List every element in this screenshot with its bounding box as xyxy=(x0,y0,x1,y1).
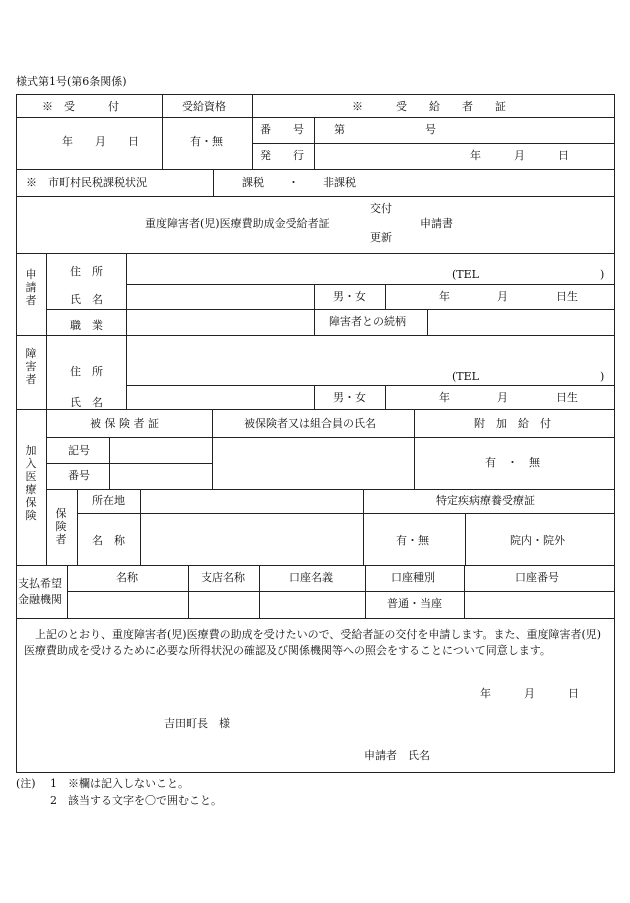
bank-branch-label: 支店名称 xyxy=(201,571,245,584)
disabled-tel: (TEL xyxy=(452,370,479,383)
bank-label-line1: 支払希望 xyxy=(18,577,62,590)
note-1-number: 1 xyxy=(50,777,57,790)
applicant-birth-month: 月 xyxy=(497,290,508,303)
insurer-name-label: 名 称 xyxy=(92,534,125,547)
reception-mark: ※ 受 付 xyxy=(42,100,119,113)
eligibility-label: 受給資格 xyxy=(182,100,226,113)
applicant-tel: (TEL xyxy=(452,268,479,281)
disabled-name-label: 氏 名 xyxy=(70,396,103,409)
disabled-section-label: 障害者 xyxy=(25,347,37,386)
applicant-birth-day: 日生 xyxy=(556,290,578,303)
bank-name-label: 名称 xyxy=(116,571,138,584)
number-suffix: 号 xyxy=(425,123,436,136)
tax-dot: ・ xyxy=(288,176,299,189)
notes-head: (注) xyxy=(16,777,36,790)
tax-label: ※ 市町村民税課税状況 xyxy=(26,176,147,189)
insurance-symbol-label: 記号 xyxy=(68,444,90,457)
bank-account-no-label: 口座番号 xyxy=(515,571,559,584)
insurance-supplement-label: 附 加 給 付 xyxy=(474,417,551,430)
in-out-value: 院内・院外 xyxy=(510,534,565,547)
insurance-card-label: 被 保 険 者 証 xyxy=(90,417,159,430)
insurer-location-label: 所在地 xyxy=(92,494,125,507)
applicant-tel-close: ) xyxy=(600,268,605,281)
insurance-number-label: 番号 xyxy=(68,469,90,482)
eligibility-value: 有・無 xyxy=(190,135,223,148)
applicant-section-label: 申請者 xyxy=(25,268,37,307)
title-renew-option: 更新 xyxy=(370,231,392,244)
tax-taxed: 課税 xyxy=(242,176,264,189)
signer-label: 申請者 氏名 xyxy=(364,749,430,762)
disabled-birth-year: 年 xyxy=(439,391,450,404)
number-label: 番 号 xyxy=(260,123,304,136)
insurance-section-label: 加入医療保険 xyxy=(25,444,37,522)
applicant-gender: 男・女 xyxy=(333,290,366,303)
form-id: 様式第1号(第6条関係) xyxy=(16,75,127,88)
insurer-section-label: 保険者 xyxy=(55,507,67,546)
applicant-occupation-label: 職 業 xyxy=(70,319,103,332)
declaration-text: 上記のとおり、重度障害者(児)医療費の助成を受けたいので、受給者証の交付を申請します。また、重度障害者(児)医療費助成を受けるために必要な所得状況の確認及び関係機関等への照会をすることについて同意します。 xyxy=(24,628,602,657)
bank-type-value: 普通・当座 xyxy=(387,597,442,610)
note-2-number: 2 xyxy=(50,794,57,807)
addressee: 吉田町長 様 xyxy=(164,717,230,730)
title-suffix: 申請書 xyxy=(420,217,453,230)
issue-label: 発 行 xyxy=(260,149,304,162)
title-issue-option: 交付 xyxy=(370,202,392,215)
number-prefix: 第 xyxy=(334,123,345,136)
insurance-holder-label: 被保険者又は組合員の氏名 xyxy=(244,417,376,430)
disabled-address-label: 住 所 xyxy=(70,365,103,378)
disabled-birth-day: 日生 xyxy=(556,391,578,404)
insurance-supplement-value: 有 ・ 無 xyxy=(485,456,540,469)
disabled-birth-month: 月 xyxy=(497,391,508,404)
note-1: ※欄は記入しないこと。 xyxy=(68,777,189,790)
tax-non-taxed: 非課税 xyxy=(323,176,356,189)
applicant-birth-year: 年 xyxy=(439,290,450,303)
disabled-gender: 男・女 xyxy=(333,391,366,404)
form-title: 重度障害者(児)医療費助成金受給者証 xyxy=(145,217,330,230)
bank-holder-label: 口座名義 xyxy=(289,571,333,584)
applicant-relation-label: 障害者との続柄 xyxy=(329,315,406,328)
bank-type-label: 口座種別 xyxy=(391,571,435,584)
specific-disease-value: 有・無 xyxy=(396,534,429,547)
certificate-label: ※ 受 給 者 証 xyxy=(352,100,506,113)
note-2: 該当する文字を〇で囲むこと。 xyxy=(68,794,222,807)
applicant-address-label: 住 所 xyxy=(70,265,103,278)
disabled-tel-close: ) xyxy=(600,370,605,383)
declaration-date: 年 月 日 xyxy=(480,687,579,700)
issue-date: 年 月 日 xyxy=(470,149,569,162)
specific-disease-label: 特定疾病療養受療証 xyxy=(436,494,535,507)
applicant-name-label: 氏 名 xyxy=(70,293,103,306)
reception-date: 年 月 日 xyxy=(62,135,139,148)
bank-label-line2: 金融機関 xyxy=(18,593,62,606)
